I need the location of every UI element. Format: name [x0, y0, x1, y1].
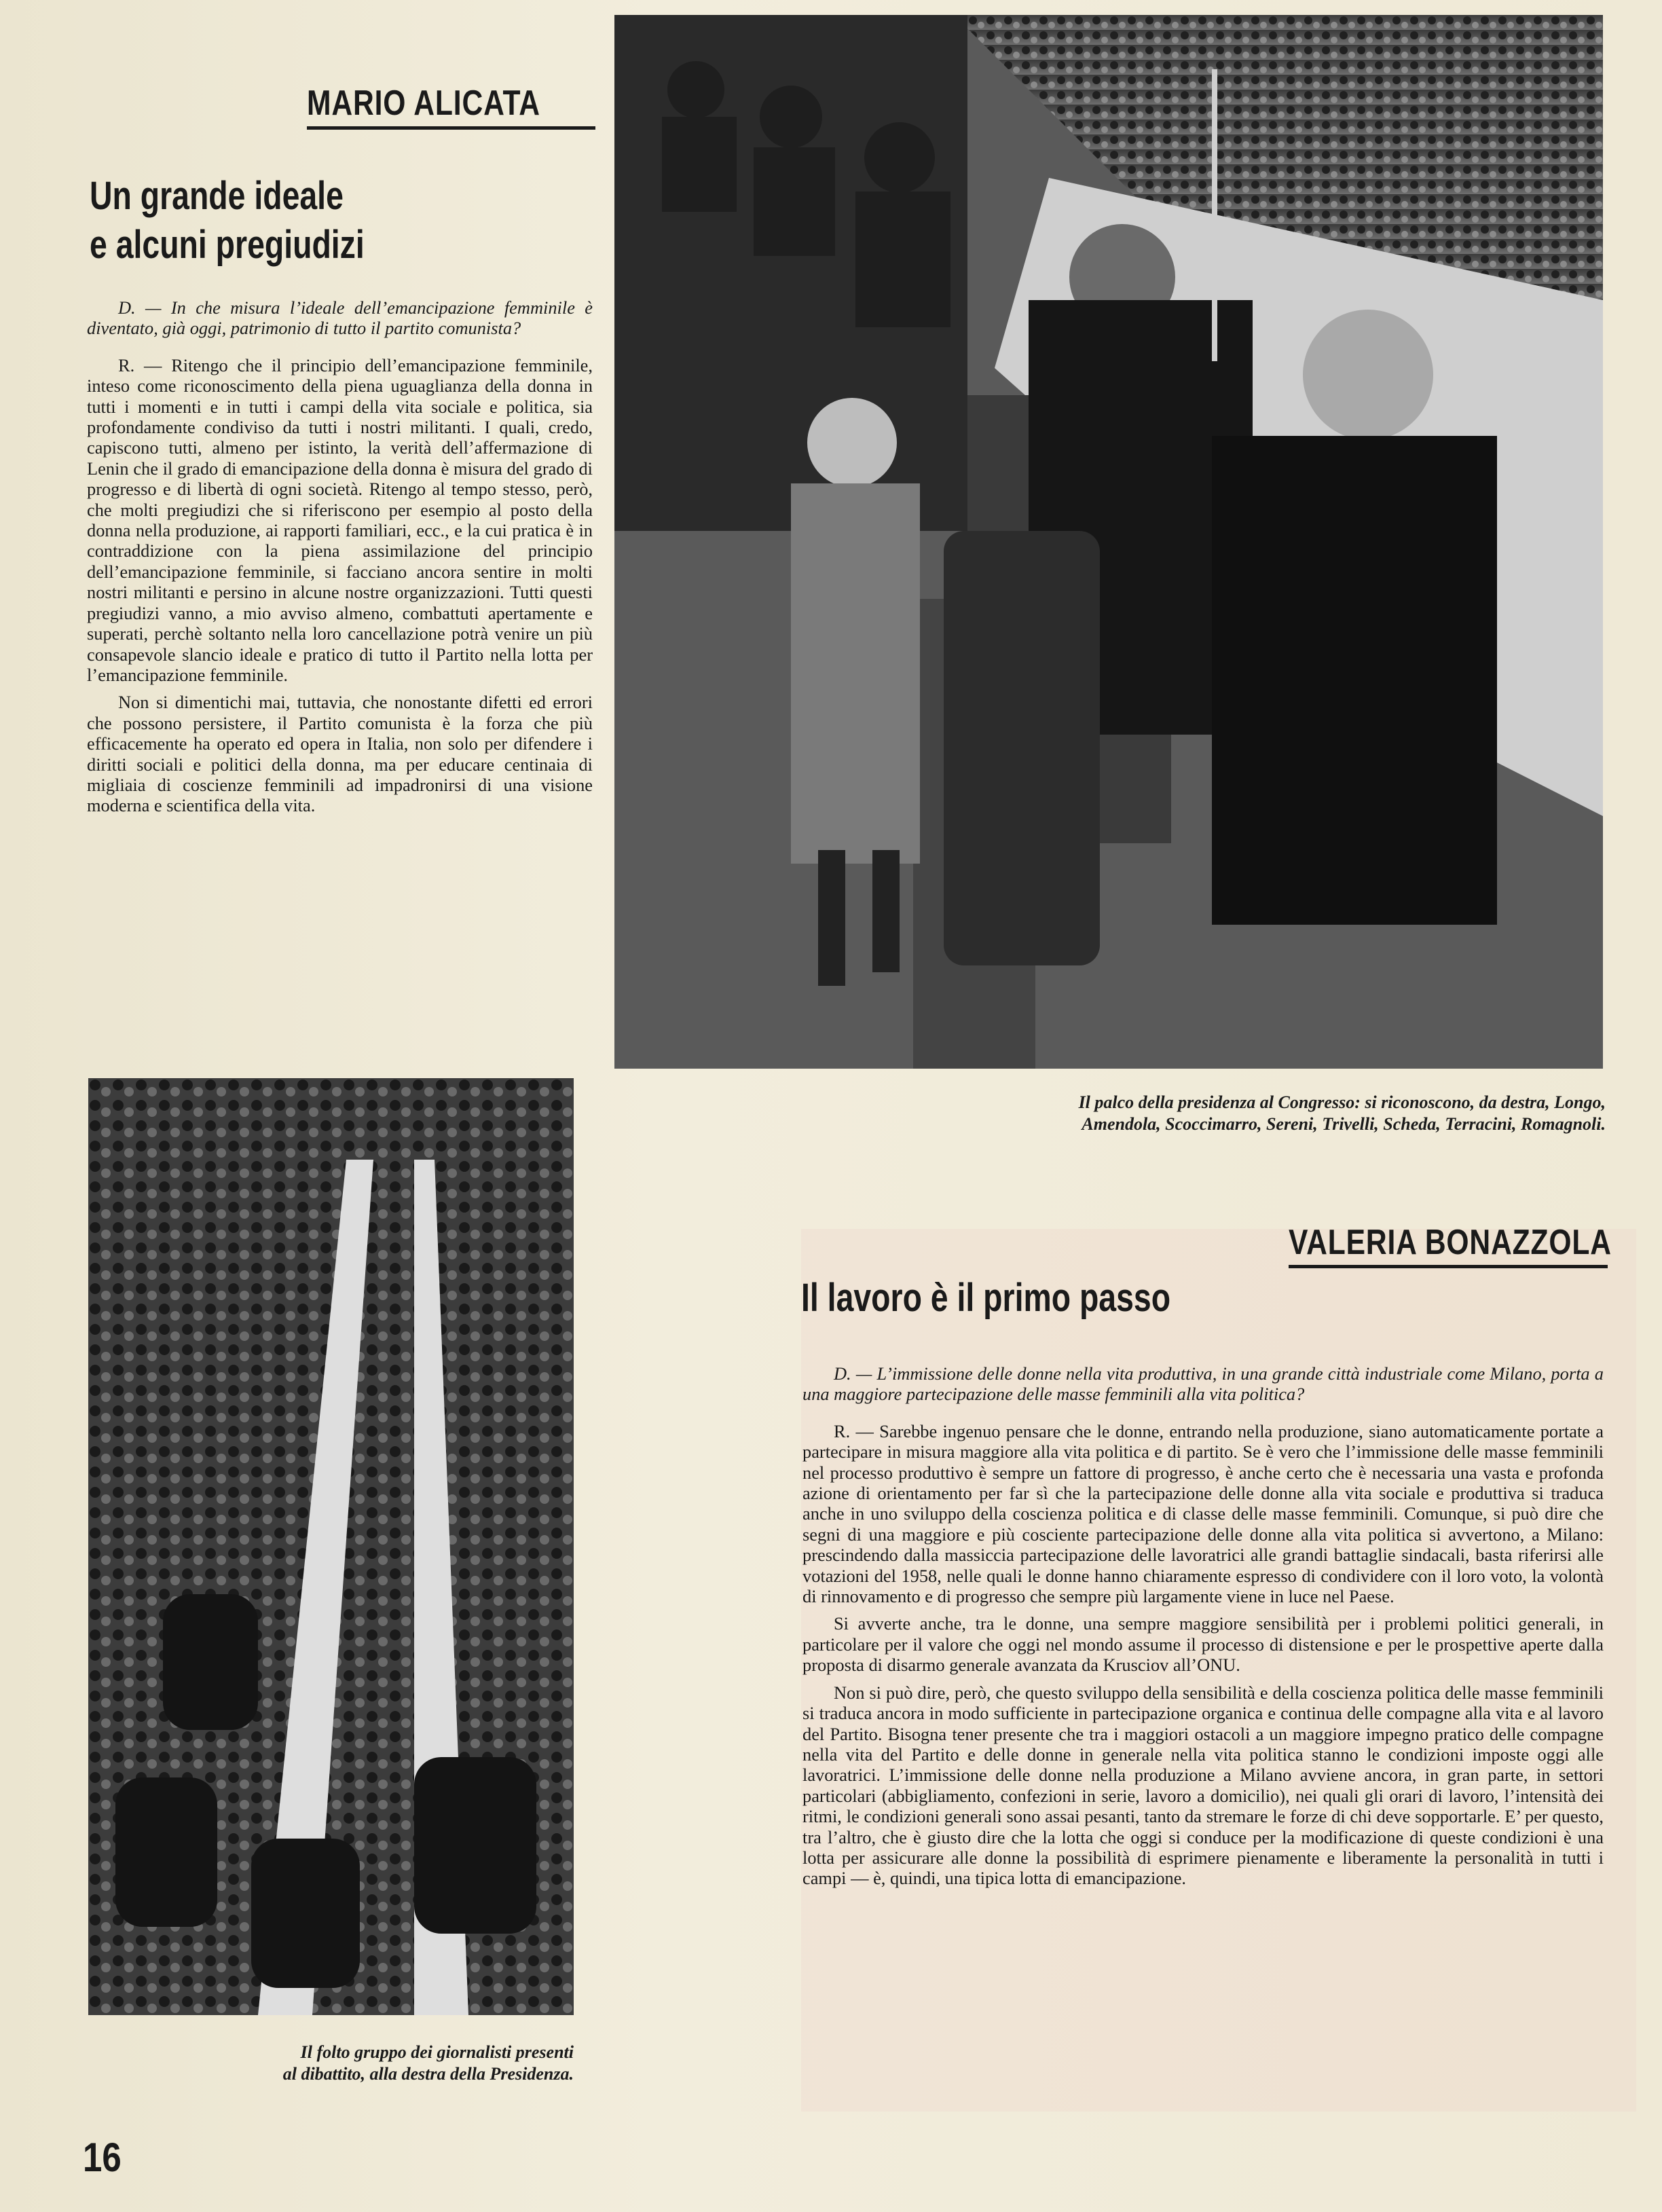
show-through-lettering: [61, 68, 285, 149]
page-number: 16: [83, 2135, 122, 2180]
caption-line: Il palco della presidenza al Congresso: si riconoscono, da destra, Longo,: [1078, 1092, 1606, 1112]
headline-line-2: e alcuni pregiudizi: [90, 223, 365, 267]
interview-question: D. — In che misura l’ideale dell’emancipazione femminile è diventato, già oggi, patrimonio di tutto il partito comunista?: [87, 297, 593, 339]
answer-paragraph: Si avverte anche, tra le donne, una sempre maggiore sensibilità per i problemi politici generali, in particolare per il valore che oggi nel mondo assume il processo di distensione e per le prospettive aperte dalla proposta di disarmo generale avanzata da Krusciov all’ONU.: [802, 1613, 1604, 1676]
answer-paragraph: Non si può dire, però, che questo sviluppo della sensibilità e della coscienza politica delle masse femminili si traduca ancora in modo sufficiente in partecipazione organica e continua delle compagne alla vita e al lavoro del Partito. Bisogna tener presente che tra i maggiori ostacoli a un maggiore impegno pratico delle compagne nella vita del Partito e delle donne in generale nella vita politica stanno le condizioni imposte oggi alle lavoratrici. L’immissione delle donne nella produzione a Milano avviene ancora, in gran parte, in settori particolari (abbigliamento, confezioni in serie, lavoro a domicilio), nei quali gli orari di lavoro, l’intensità dei ritmi, le condizioni generali sono assai pesanti, tanto da stremare le forze di chi deve sopportarle. E’ per questo, tra l’altro, che è giusto dire che la lotta che oggi si conduce per la modificazione di queste condizioni è una lotta per assicurare alle donne la possibilità di esprimere pienamente e liberamente la personalità in tutti i campi — è, quindi, una tipica lotta di emancipazione.: [802, 1682, 1604, 1889]
author-name: VALERIA BONAZZOLA: [1289, 1223, 1612, 1262]
photo-journalists: [88, 1078, 574, 2015]
interview-question: D. — L’immissione delle donne nella vita produttiva, in una grande città industriale come Milano, porta a una maggiore partecipazione delle masse femminili alla vita politica?: [802, 1363, 1604, 1405]
author-name: MARIO ALICATA: [307, 84, 540, 123]
answer-paragraph: R. — Ritengo che il principio dell’emancipazione femminile, inteso come riconoscimento della piena uguaglianza della donna in tutti i momenti e in tutti i campi della vita sociale e politica, sia profondamente condiviso da tutti i nostri militanti. I quali, credo, capiscono tutti, almeno per istinto, la verità dell’affermazione di Lenin che il grado di emancipazione della donna è misura del grado di progresso e di libertà di ogni società. Ritengo al tempo stesso, però, che molti pregiudizi che si riferiscono per esempio al posto della donna nella produzione, ai rapporti familiari, ecc., e la cui pratica è in contraddizione con la piena assimilazione del principio dell’emancipazione femminile, si facciano ancora sentire in molti nostri militanti e persino in alcune nostre organizzazioni. Tutti questi pregiudizi vanno, a mio avviso almeno, combattuti apertamente e superati, perchè soltanto nella loro cancellazione potrà venire un più consapevole slancio ideale e pratico di tutto il Partito nella lotta per l’emancipazione femminile.: [87, 354, 593, 685]
article-1-body: [87, 297, 593, 816]
photo-presidency-stage: [614, 15, 1603, 1069]
article-2-body: [802, 1363, 1604, 1889]
caption-line: al dibattito, alla destra della Presidenza.: [282, 2064, 574, 2084]
answer-paragraph: Non si dimentichi mai, tuttavia, che nonostante difetti ed errori che possono persistere, il Partito comunista è la forza che più efficacemente ha operato ed opera in Italia, non solo per difendere i diritti sociali e politici della donna, ma per educare centinaia di migliaia di coscienze femminili ad impadronirsi di una visione moderna e scientifica della vita.: [87, 692, 593, 816]
headline: Il lavoro è il primo passo: [801, 1276, 1171, 1320]
photo-caption-presidency: [893, 1092, 1606, 1135]
photo-caption-journalists: [88, 2042, 574, 2085]
author-rule: [307, 126, 595, 130]
answer-paragraph: R. — Sarebbe ingenuo pensare che le donne, entrando nella produzione, siano automaticamente portate a partecipare in misura maggiore alla vita politica e di partito. Se è vero che l’immissione delle masse femminili nel processo produttivo è sempre un fattore di progresso, è anche certo che è necessaria una vasta e profonda azione di orientamento per far sì che la partecipazione delle donne alla vita sociale e produttiva si traduca anche in uno sviluppo della coscienza politica e di classe delle masse femminili. Comunque, si può dire che segni di una maggiore e più cosciente partecipazione delle donne alla vita politica si avvertono, a Milano: prescindendo dalla massiccia partecipazione delle lavoratrici alle grandi battaglie sindacali, basta riferirsi alle votazioni del 1958, nelle quali le donne hanno chiaramente espresso di condividere con il loro voto, la volontà di rinnovamento e di progresso che sempre più largamente viene in luce nel Paese.: [802, 1420, 1604, 1607]
author-rule: [1289, 1265, 1608, 1268]
caption-line: Il folto gruppo dei giornalisti presenti: [300, 2042, 574, 2062]
headline-line-1: Un grande ideale: [90, 174, 344, 218]
caption-line: Amendola, Scoccimarro, Sereni, Trivelli, Scheda, Terracini, Romagnoli.: [1082, 1114, 1606, 1134]
